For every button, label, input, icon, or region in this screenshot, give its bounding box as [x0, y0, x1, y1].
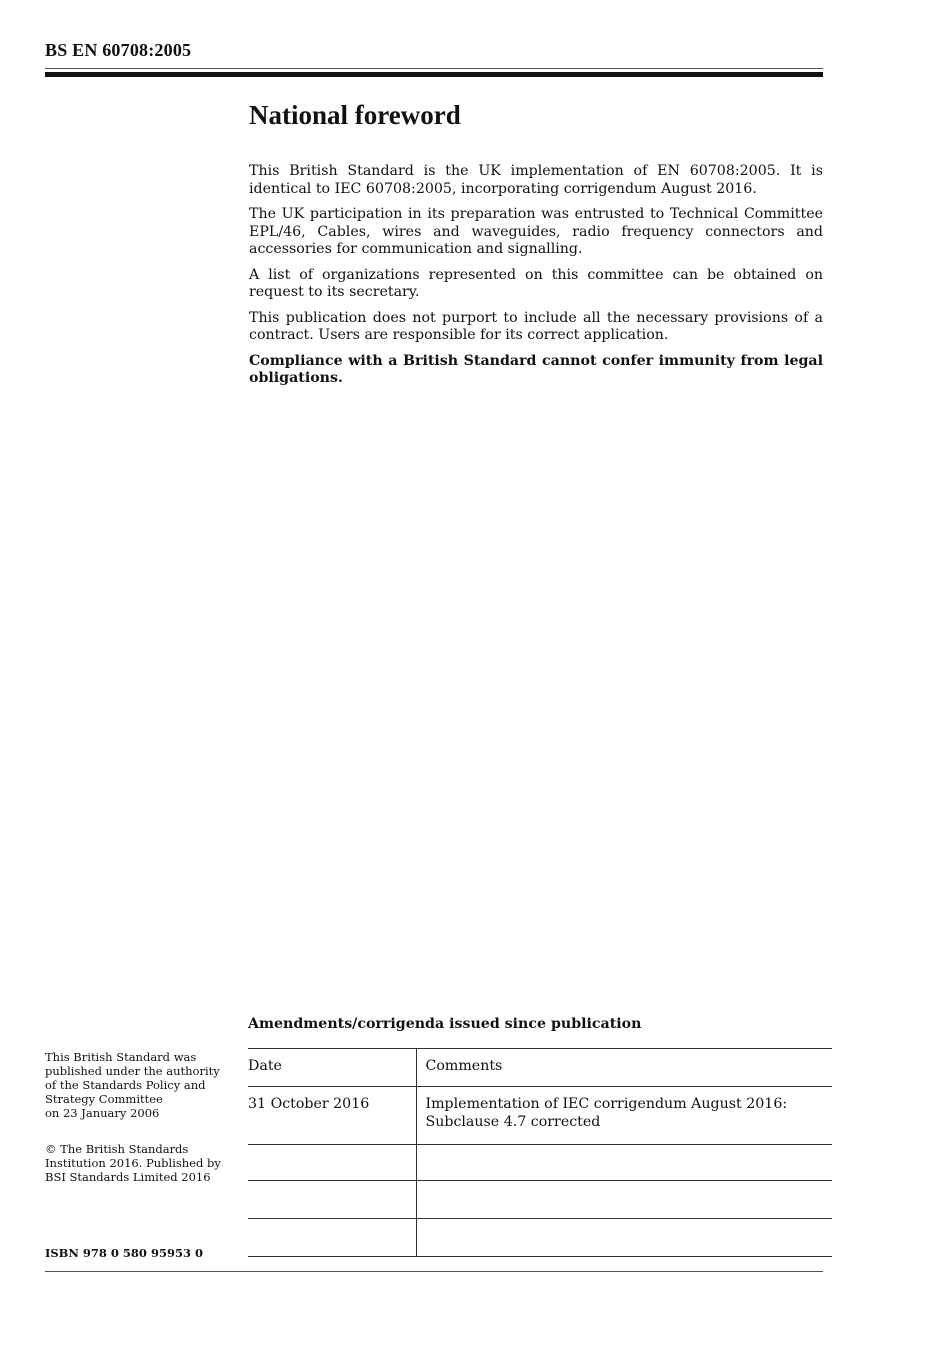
comment-line: Subclause 4.7 corrected	[425, 1114, 601, 1130]
header-thin-rule	[45, 68, 823, 69]
table-row	[248, 1087, 832, 1145]
paragraph-organizations: A list of organizations represented on this committee can be obtained on request to its secretary.	[249, 266, 823, 300]
document-code: BS EN 60708:2005	[45, 40, 192, 60]
amendments-table	[248, 1048, 832, 1257]
note-line: This British Standard was	[45, 1050, 197, 1064]
amendments-title: Amendments/corrigenda issued since publication	[248, 1016, 642, 1032]
copyright-note	[45, 1142, 235, 1184]
paragraph-committee: The UK participation in its preparation was entrusted to Technical Committee EPL/46, Cables, wires and waveguides, radio frequency connectors and accessories for communication and signalling.	[249, 206, 823, 257]
table-row-empty	[248, 1219, 832, 1257]
page-title: National foreword	[249, 100, 461, 130]
cell-empty	[248, 1219, 416, 1257]
isbn: ISBN 978 0 580 95953 0	[45, 1246, 203, 1260]
note-line: of the Standards Policy and	[45, 1078, 206, 1092]
cell-date: 31 October 2016	[248, 1087, 416, 1145]
cell-empty	[248, 1145, 416, 1181]
cell-empty	[416, 1219, 832, 1257]
note-line: Institution 2016. Published by	[45, 1156, 221, 1170]
table-header-row	[248, 1049, 832, 1087]
publication-note	[45, 1050, 235, 1120]
cell-empty	[248, 1181, 416, 1219]
column-header-date: Date	[248, 1049, 416, 1087]
cell-comment	[416, 1087, 832, 1145]
paragraph-implementation: This British Standard is the UK implementation of EN 60708:2005. It is identical to IEC 60708:2005, incorporating corrigendum August 2016.	[249, 163, 823, 197]
foreword-body	[249, 163, 823, 396]
cell-empty	[416, 1181, 832, 1219]
note-line: on 23 January 2006	[45, 1106, 160, 1120]
table-row-empty	[248, 1181, 832, 1219]
paragraph-contract: This publication does not purport to include all the necessary provisions of a contract. Users are responsible for its correct application.	[249, 309, 823, 343]
note-line: BSI Standards Limited 2016	[45, 1170, 211, 1184]
comment-line: Implementation of IEC corrigendum August 2016:	[425, 1096, 788, 1112]
table-row-empty	[248, 1145, 832, 1181]
cell-empty	[416, 1145, 832, 1181]
paragraph-compliance: Compliance with a British Standard cannot confer immunity from legal obligations.	[249, 352, 823, 386]
note-line: published under the authority	[45, 1064, 220, 1078]
column-header-comments: Comments	[416, 1049, 832, 1087]
note-line: © The British Standards	[45, 1142, 189, 1156]
header-thick-rule	[45, 72, 823, 77]
note-line: Strategy Committee	[45, 1092, 163, 1106]
footer-rule	[45, 1271, 823, 1272]
